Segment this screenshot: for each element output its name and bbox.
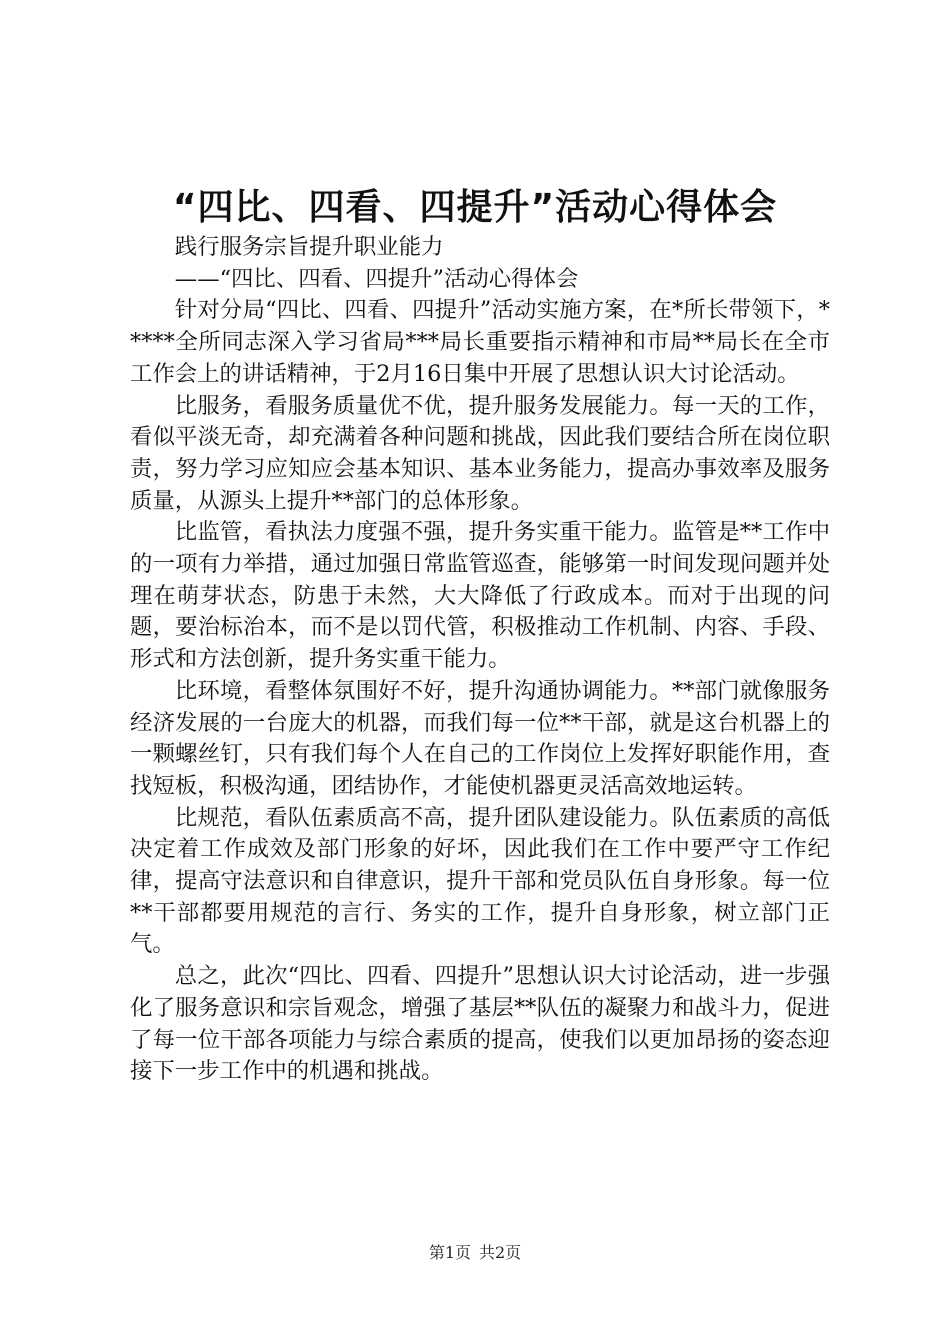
paragraph-environment: 比环境，看整体氛围好不好，提升沟通协调能力。**部门就像服务经济发展的一台庞大的机器，而我们每一位**干部，就是这台机器上的一颗螺丝钉，只有我们每个人在自己的工作岗位上发挥好职能作用，查找短板，积极沟通，团结协作，才能使机器更灵活高效地运转。 xyxy=(130,677,830,799)
page-number: 第1页 xyxy=(428,1243,471,1262)
paragraph-supervision: 比监管，看执法力度强不强，提升务实重干能力。监管是**工作中的一项有力举措，通过加强日常监管巡查，能够第一时间发现问题并处理在萌芽状态，防患于未然，大大降低了行政成本。而对于出现的问题，要治标治本，而不是以罚代管，积极推动工作机制、内容、手段、形式和方法创新，提升务实重干能力。 xyxy=(130,519,830,673)
paragraph-intro: 针对分局“四比、四看、四提升”活动实施方案，在*所长带领下，*****全所同志深入学习省局***局长重要指示精神和市局**局长在全市工作会上的讲话精神，于2月16日集中开展了思想认识大讨论活动。 xyxy=(130,297,830,387)
paragraph-conclusion: 总之，此次“四比、四看、四提升”思想认识大讨论活动，进一步强化了服务意识和宗旨观念，增强了基层**队伍的凝聚力和战斗力，促进了每一位干部各项能力与综合素质的提高，使我们以更加昂扬的姿态迎接下一步工作中的机遇和挑战。 xyxy=(130,963,830,1085)
document-body xyxy=(130,232,830,1088)
page-footer xyxy=(0,1242,950,1264)
paragraph-service: 比服务，看服务质量优不优，提升服务发展能力。每一天的工作，看似平淡无奇，却充满着各种问题和挑战，因此我们要结合所在岗位职责，努力学习应知应会基本知识、基本业务能力，提高办事效率及服务质量，从源头上提升**部门的总体形象。 xyxy=(130,392,830,514)
page-total: 共2页 xyxy=(479,1243,522,1262)
subtitle-line-1: 践行服务宗旨提升职业能力 xyxy=(174,234,444,260)
subtitle-line-2: ——“四比、四看、四提升”活动心得体会 xyxy=(174,265,579,292)
paragraph-standards: 比规范，看队伍素质高不高，提升团队建设能力。队伍素质的高低决定着工作成效及部门形象的好坏，因此我们在工作中要严守工作纪律，提高守法意识和自律意识，提升干部和党员队伍自身形象。每一位**干部都要用规范的言行、务实的工作，提升自身形象，树立部门正气。 xyxy=(130,804,830,958)
document-title: “四比、四看、四提升”活动心得体会 xyxy=(172,187,778,228)
